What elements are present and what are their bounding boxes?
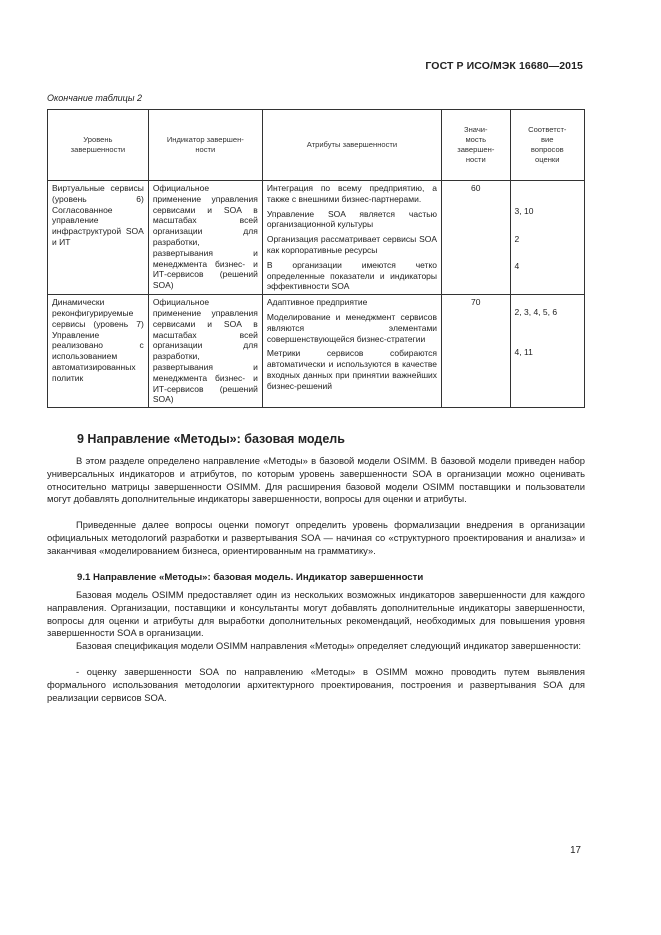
section-paragraph: Приведенные далее вопросы оценки помогут определить уровень формализации внедрения в организации официальных методологий разработки и развертывания SOA — начиная со «структурного проектирования и анализа» и заканчивая «моделированием бизнеса, ориентированным на грамматику».: [47, 519, 585, 556]
section-paragraph: В этом разделе определено направление «Методы» в базовой модели OSIMM. В базовой модели приведен набор универсальных индикаторов и атрибутов, по которым уровень завершенности SOA в организации можно оценивать относительно матрицы завершенности OSIMM. Для расширения базовой модели OSIMM поставщики и пользователи могут добавлять дополнительные индикаторы завершенности, вопросы для оценки и атрибуты.: [47, 455, 585, 505]
column-header-level: [48, 110, 149, 181]
significance-cell: 60: [442, 181, 511, 295]
column-header-questions: [510, 110, 584, 181]
subsection-paragraph: Базовая спецификация модели OSIMM направления «Методы» определяет следующий индикатор завершенности:: [76, 640, 581, 651]
subsection-title: 9.1 Направление «Методы»: базовая модель. Индикатор завершенности: [77, 572, 424, 583]
question-ref: 4, 11: [514, 347, 533, 358]
question-ref: [515, 183, 580, 206]
column-header-attributes: [262, 110, 441, 181]
maturity-table: [47, 109, 585, 408]
table-row: [48, 295, 585, 408]
questions-cell: [510, 181, 584, 295]
section-title: 9 Направление «Методы»: базовая модель: [77, 432, 345, 446]
attributes-cell: [262, 181, 441, 295]
attribute-item: Управление SOA является частью организационной культуры: [266, 208, 438, 230]
level-cell: Виртуальные сервисы (уровень 6) Согласованное управление инфраструктурой SOA и ИТ: [48, 181, 149, 295]
subsection-paragraph: - оценку завершенности SOA по направлению «Методы» в OSIMM можно проводить путем выявления формального использования методологии архитектурного проектирования, построения и развертывания SOA для реализации сервисов SOA.: [47, 666, 585, 703]
significance-cell: 70: [442, 295, 511, 408]
attribute-item: Организация рассматривает сервисы SOA как корпоративные ресурсы: [266, 234, 438, 255]
questions-cell: [510, 295, 584, 408]
attribute-item: Интеграция по всему предприятию, а также с внешними бизнес-партнерами.: [266, 183, 438, 204]
attribute-item: В организации имеются четко определенные показатели и индикаторы эффективности SOA: [266, 259, 438, 292]
column-header-significance: [442, 110, 511, 181]
column-header-indicator: [148, 110, 262, 181]
column-header-indicator-text: Индикатор завершен- ности: [166, 135, 244, 154]
level-cell: Динамически реконфигурируемые сервисы (уровень 7) Управление реализовано с использованием автоматизированных политик: [48, 295, 149, 408]
attribute-item: Адаптивное предприятие: [266, 297, 368, 308]
table-caption: Окончание таблицы 2: [47, 93, 142, 103]
attribute-item: Моделирование и менеджмент сервисов являются элементами совершенствующейся бизнес-стратегии: [266, 311, 438, 344]
table-row: [48, 181, 585, 295]
table-header-row: [48, 110, 585, 181]
column-header-significance-text: Значи- мость завершен- ности: [457, 125, 495, 164]
indicator-cell: Официальное применение управления сервисами и SOA в масштабах всей организации для разработки, развертывания и менеджмента бизнес- и ИТ-сервисов (решений SOA): [148, 181, 262, 295]
column-header-level-text: Уровень завершенности: [70, 135, 126, 154]
indicator-cell: Официальное применение управления сервисами и SOA в масштабах всей организации для разработки, развертывания и менеджмента бизнес- и ИТ-сервисов (решений SOA): [148, 295, 262, 408]
attributes-cell: [262, 295, 441, 408]
column-header-questions-text: Соответст- вие вопросов оценки: [528, 125, 567, 164]
question-ref: 3, 10: [514, 206, 534, 216]
question-ref: 2: [514, 234, 520, 244]
page-number: 17: [570, 845, 581, 856]
question-ref: 4: [514, 261, 520, 271]
subsection-paragraph: Базовая модель OSIMM предоставляет один из нескольких возможных индикаторов завершенности для каждого направления. Организации, поставщики и консультанты могут добавлять дополнительные индикаторы завершенности, вопросы для оценки и атрибуты для выработки дополнительных рекомендаций, необходимых для повышения уровня завершенности SOA в организации.: [47, 589, 585, 639]
column-header-attributes-text: Атрибуты завершенности: [306, 140, 398, 149]
attribute-item: Метрики сервисов собираются автоматически и используются в качестве входных данных при принятии важнейших бизнес-решений: [266, 348, 438, 391]
question-ref: 2, 3, 4, 5, 6: [514, 307, 558, 318]
document-header: ГОСТ Р ИСО/МЭК 16680—2015: [425, 60, 583, 72]
